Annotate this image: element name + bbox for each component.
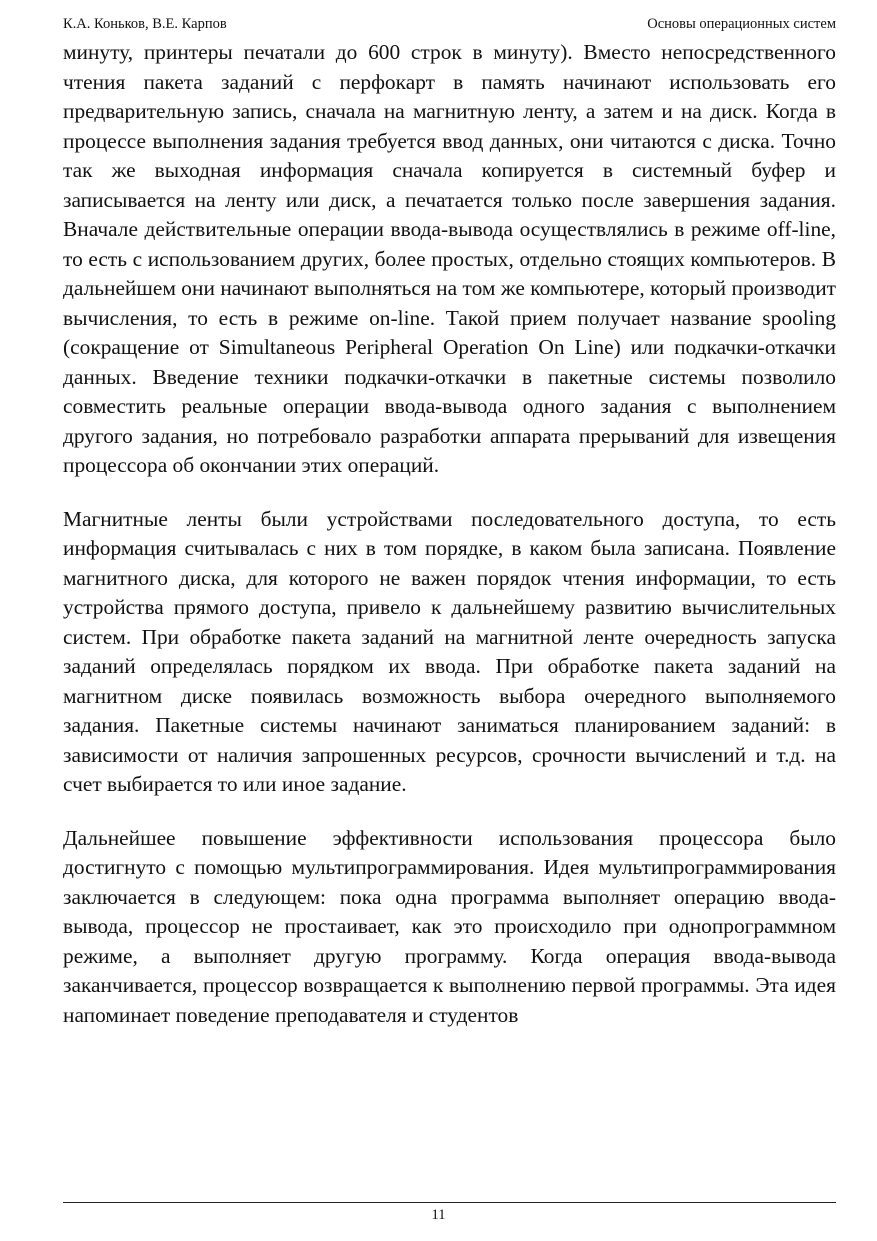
body-paragraph-3: Дальнейшее повышение эффективности использования процессора было достигнуто с помощью мультипрограммирования. Идея мультипрограммирования заключается в следующем: пока одна программа выполняет операцию ввода-вывода, процессор не простаивает, как это происходило при однопрограммном режиме, а выполняет другую программу. Когда операция ввода-вывода заканчивается, процессор возвращается к выполнению первой программы. Эта идея напоминает поведение преподавателя и студентов bbox=[63, 825, 836, 1027]
header-authors: К.А. Коньков, В.Е. Карпов bbox=[63, 16, 227, 32]
body-paragraph-1: минуту, принтеры печатали до 600 строк в минуту). Вместо непосредственного чтения пакета заданий с перфокарт в память начинают использовать его предварительную запись, сначала на магнитную ленту, а затем и на диск. Когда в процессе выполнения задания требуется ввод данных, они читаются с диска. Точно так же выходная информация сначала копируется в системный буфер и записывается на ленту или диск, а печатается только после завершения задания. Вначале действительные операции ввода-вывода осуществлялись в режиме off-line, то есть с использованием других, более простых, отдельно стоящих компьютеров. В дальнейшем они начинают выполняться на том же компьютере, который производит вычисления, то есть в режиме on-line. Такой прием получает название spooling (сокращение от Simultaneous Peripheral Operation On Line) или подкачки-откачки данных. Введение техники подкачки-откачки в пакетные системы позволило совместить реальные операции ввода-вывода одного задания с выполнением другого задания, но потребовало разработки аппарата прерываний для извещения процессора об окончании этих операций. bbox=[63, 40, 836, 477]
page-body bbox=[63, 38, 836, 1030]
page-number: 11 bbox=[431, 1207, 446, 1223]
body-paragraph-2: Магнитные ленты были устройствами последовательного доступа, то есть информация считывалась с них в том порядке, в каком была записана. Появление магнитного диска, для которого не важен порядок чтения информации, то есть устройства прямого доступа, привело к дальнейшему развитию вычислительных систем. При обработке пакета заданий на магнитной ленте очередность запуска заданий определялась порядком их ввода. При обработке пакета заданий на магнитном диске появилась возможность выбора очередного выполняемого задания. Пакетные системы начинают заниматься планированием заданий: в зависимости от наличия запрошенных ресурсов, срочности вычислений и т.д. на счет выбирается то или иное задание. bbox=[63, 506, 836, 796]
footer-divider bbox=[63, 1202, 836, 1203]
header-book-title: Основы операционных систем bbox=[647, 16, 836, 32]
running-header bbox=[63, 14, 836, 34]
